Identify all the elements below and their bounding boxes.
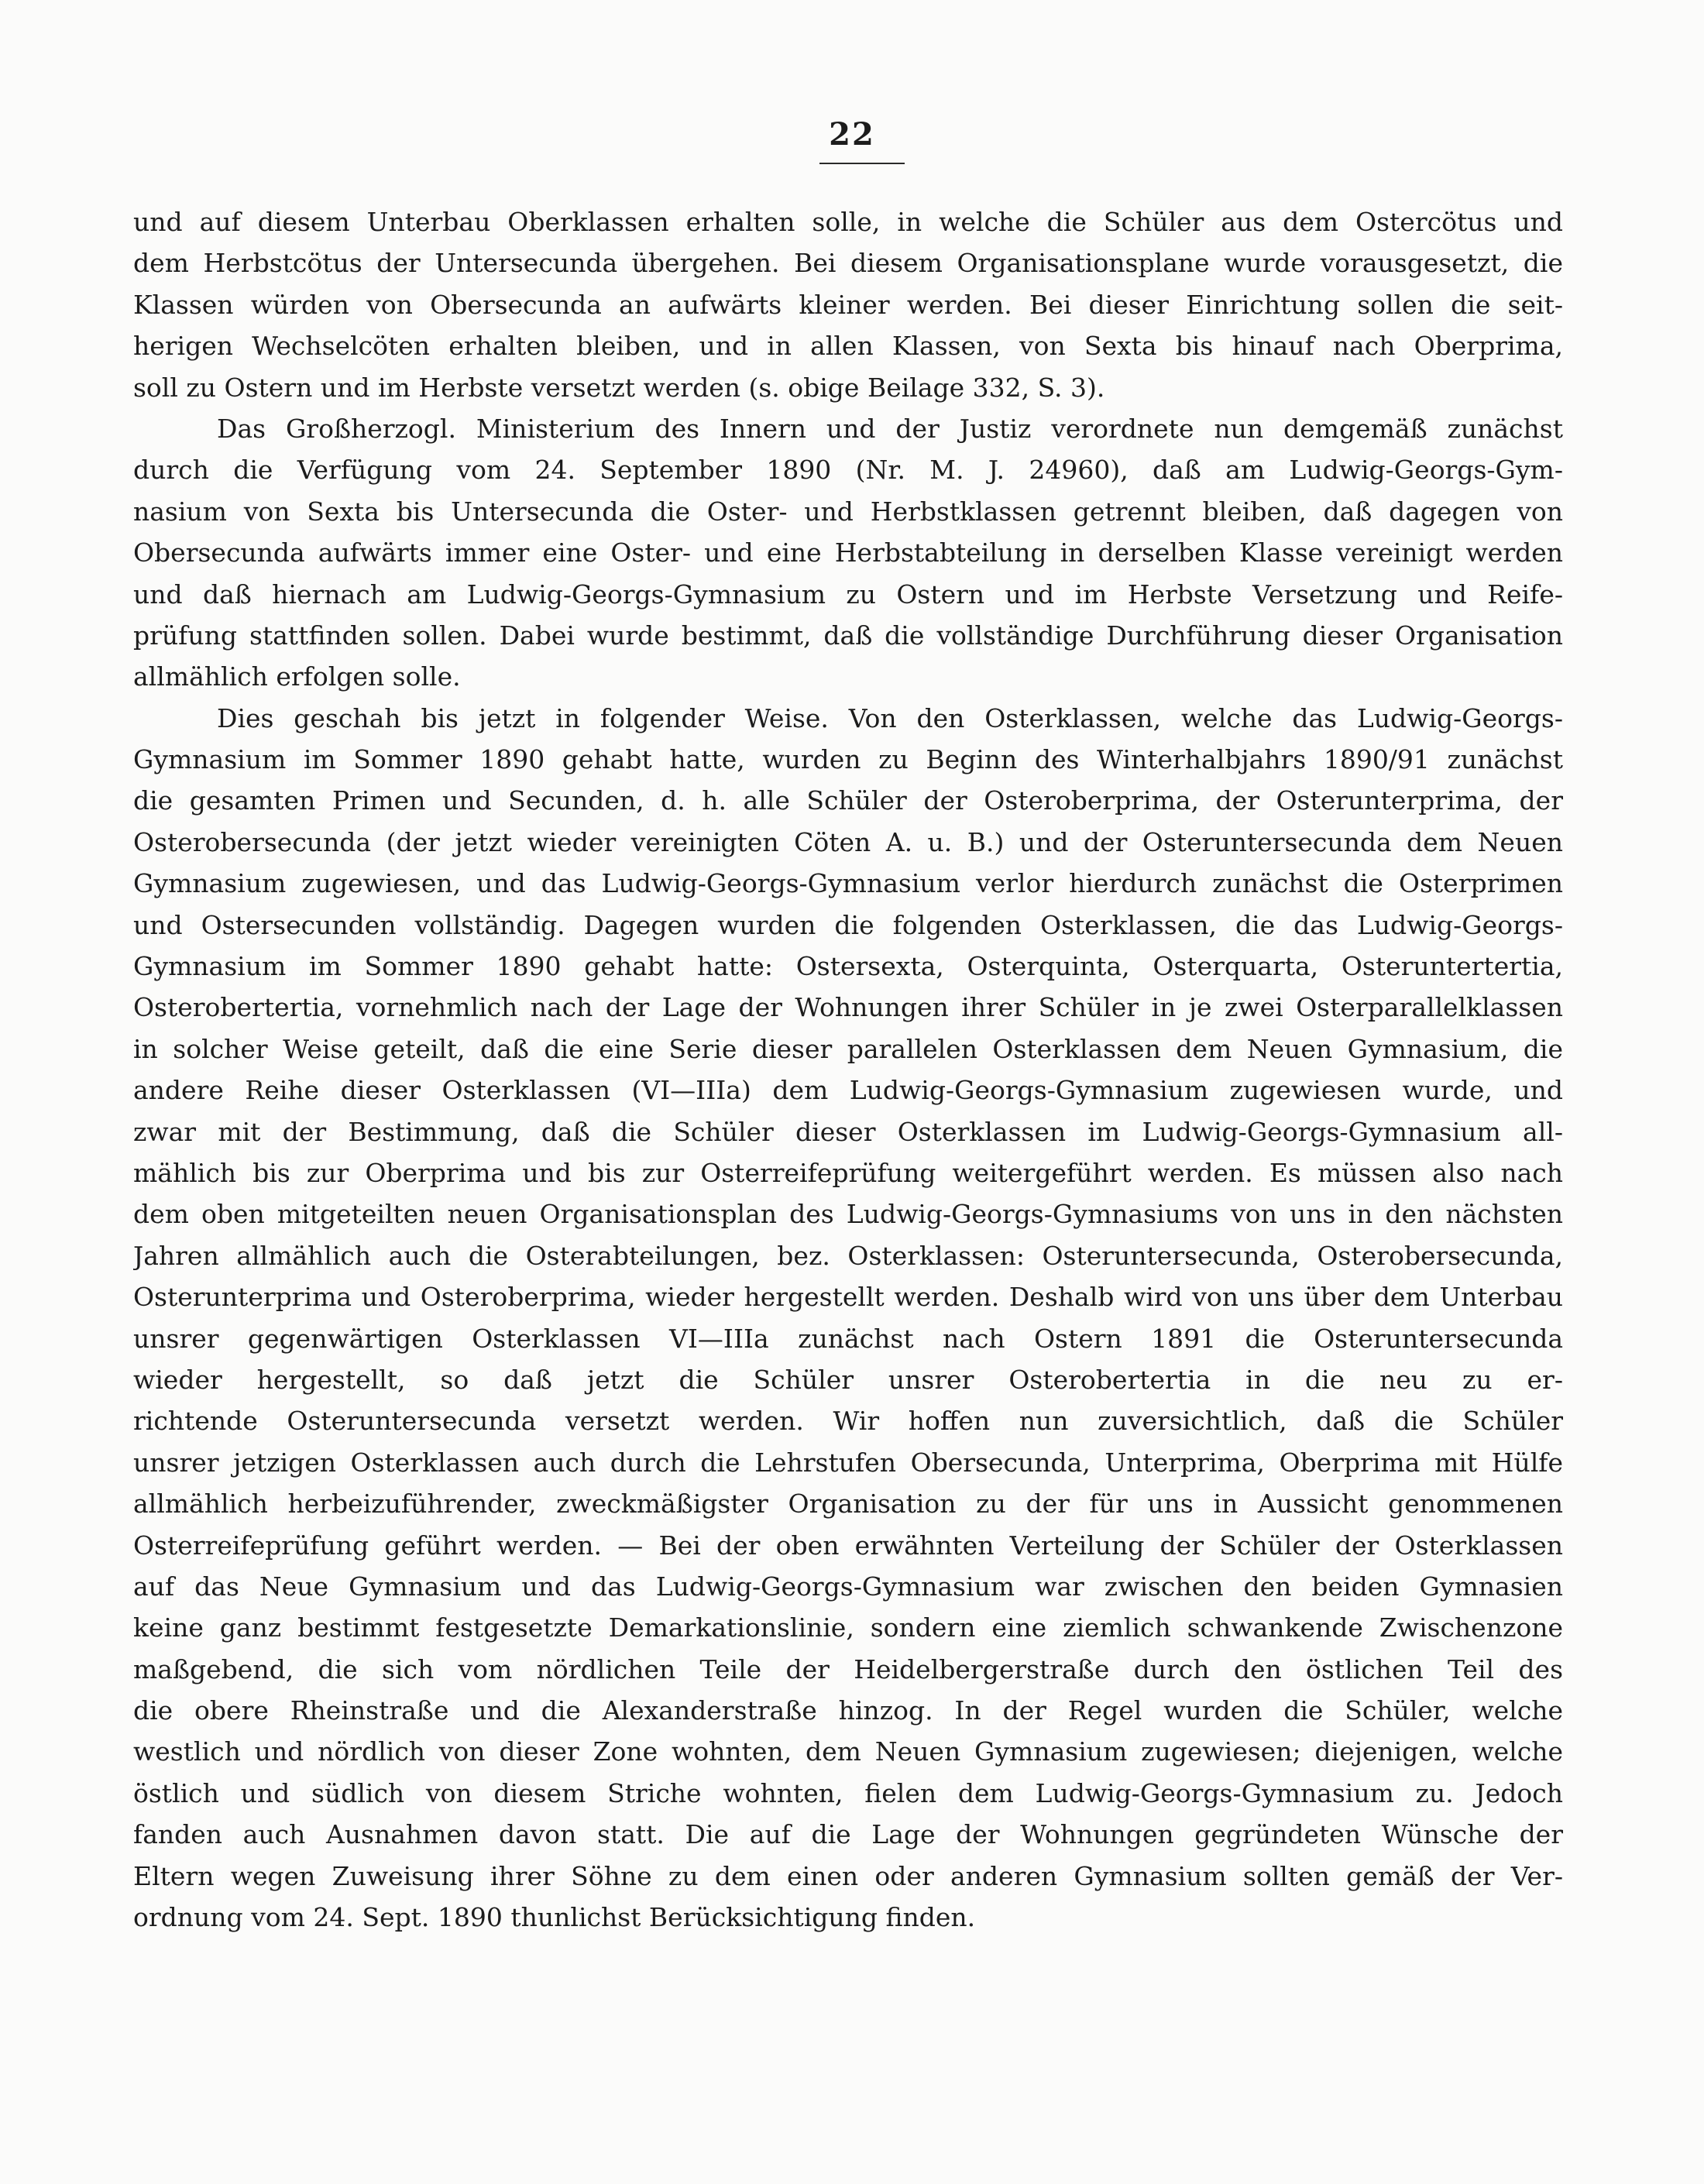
- body-text: [133, 201, 1563, 1938]
- text-line: Osterreifeprüfung geführt werden. — Bei der oben erwähnten Verteilung der Schüler der Osterklassen: [133, 1530, 1563, 1561]
- paragraph-2: [133, 408, 1563, 698]
- text-line: Obersecunda aufwärts immer eine Oster- und eine Herbstabteilung in derselben Klasse vereinigt werden: [133, 537, 1563, 568]
- text-line: in solcher Weise geteilt, daß die eine Serie dieser parallelen Osterklassen dem Neuen Gymnasium, die: [133, 1033, 1563, 1064]
- text-line: Gymnasium zugewiesen, und das Ludwig-Georgs-Gymnasium verlor hierdurch zunächst die Osterprimen: [133, 868, 1563, 899]
- text-line: allmählich herbeizuführender, zweckmäßigster Organisation zu der für uns in Aussicht genommenen: [133, 1489, 1563, 1520]
- text-line: Eltern wegen Zuweisung ihrer Söhne zu dem einen oder anderen Gymnasium sollten gemäß der Ver-: [133, 1860, 1563, 1891]
- text-line: Jahren allmählich auch die Osterabteilungen, bez. Osterklassen: Osteruntersecunda, Osterobersecunda,: [133, 1240, 1563, 1271]
- text-line: herigen Wechselcöten erhalten bleiben, und in allen Klassen, von Sexta bis hinauf nach Oberprima,: [133, 331, 1563, 362]
- text-line: dem Herbstcötus der Untersecunda übergehen. Bei diesem Organisationsplane wurde vorausgesetzt, die: [133, 248, 1563, 279]
- page-number: 22: [829, 116, 875, 153]
- text-line: Osterobertertia, vornehmlich nach der Lage der Wohnungen ihrer Schüler in je zwei Osterparallelklassen: [133, 992, 1563, 1023]
- paragraph-3: [133, 698, 1563, 1938]
- text-line: wieder hergestellt, so daß jetzt die Schüler unsrer Osterobertertia in die neu zu er-: [133, 1364, 1563, 1395]
- text-line: fanden auch Ausnahmen davon statt. Die auf die Lage der Wohnungen gegründeten Wünsche der: [133, 1819, 1563, 1850]
- text-line: soll zu Ostern und im Herbste versetzt werden (s. obige Beilage 332, S. 3).: [133, 372, 1105, 403]
- text-line: und daß hiernach am Ludwig-Georgs-Gymnasium zu Ostern und im Herbste Versetzung und Reife-: [133, 579, 1563, 610]
- text-line: Gymnasium im Sommer 1890 gehabt hatte, wurden zu Beginn des Winterhalbjahrs 1890/91 zunächst: [133, 744, 1563, 775]
- text-line: mählich bis zur Oberprima und bis zur Osterreifeprüfung weitergeführt werden. Es müssen also nach: [133, 1157, 1563, 1188]
- text-line: durch die Verfügung vom 24. September 1890 (Nr. M. J. 24960), daß am Ludwig-Georgs-Gym-: [133, 455, 1563, 486]
- text-line: prüfung stattfinden sollen. Dabei wurde bestimmt, daß die vollständige Durchführung dieser Organisation: [133, 620, 1563, 651]
- text-line: Dies geschah bis jetzt in folgender Weise. Von den Osterklassen, welche das Ludwig-Georgs-: [217, 702, 1563, 733]
- text-line: ordnung vom 24. Sept. 1890 thunlichst Berücksichtigung finden.: [133, 1902, 976, 1933]
- text-line: unsrer jetzigen Osterklassen auch durch die Lehrstufen Obersecunda, Unterprima, Oberprima mit Hülfe: [133, 1447, 1563, 1478]
- text-line: Osterunterprima und Osteroberprima, wieder hergestellt werden. Deshalb wird von uns über dem Unterbau: [133, 1282, 1563, 1313]
- text-line: und Ostersecunden vollständig. Dagegen wurden die folgenden Osterklassen, die das Ludwig-Georgs-: [133, 909, 1563, 940]
- text-line: maßgebend, die sich vom nördlichen Teile der Heidelbergerstraße durch den östlichen Teil des: [133, 1653, 1563, 1684]
- text-line: andere Reihe dieser Osterklassen (VI—IIIa) dem Ludwig-Georgs-Gymnasium zugewiesen wurde, und: [133, 1075, 1563, 1106]
- text-line: Das Großherzogl. Ministerium des Innern und der Justiz verordnete nun demgemäß zunächst: [217, 413, 1563, 444]
- text-line: die gesamten Primen und Secunden, d. h. alle Schüler der Osteroberprima, der Osterunterprima, der: [133, 785, 1563, 816]
- text-line: auf das Neue Gymnasium und das Ludwig-Georgs-Gymnasium war zwischen den beiden Gymnasien: [133, 1571, 1563, 1602]
- text-line: westlich und nördlich von dieser Zone wohnten, dem Neuen Gymnasium zugewiesen; diejenigen, welche: [133, 1736, 1563, 1767]
- text-line: allmählich erfolgen solle.: [133, 661, 461, 692]
- text-line: und auf diesem Unterbau Oberklassen erhalten solle, in welche die Schüler aus dem Ostercötus und: [133, 207, 1563, 237]
- text-line: unsrer gegenwärtigen Osterklassen VI—IIIa zunächst nach Ostern 1891 die Osteruntersecunda: [133, 1323, 1563, 1354]
- paragraph-1: [133, 201, 1563, 408]
- text-line: östlich und südlich von diesem Striche wohnten, fielen dem Ludwig-Georgs-Gymnasium zu. Jedoch: [133, 1777, 1563, 1808]
- text-line: die obere Rheinstraße und die Alexanderstraße hinzog. In der Regel wurden die Schüler, welche: [133, 1695, 1563, 1726]
- text-line: keine ganz bestimmt festgesetzte Demarkationslinie, sondern eine ziemlich schwankende Zwischenzone: [133, 1612, 1563, 1643]
- text-line: Osterobersecunda (der jetzt wieder vereinigten Cöten A. u. B.) und der Osteruntersecunda dem Neuen: [133, 826, 1563, 857]
- text-line: Gymnasium im Sommer 1890 gehabt hatte: Ostersexta, Osterquinta, Osterquarta, Osteruntertertia,: [133, 951, 1563, 982]
- text-line: zwar mit der Bestimmung, daß die Schüler dieser Osterklassen im Ludwig-Georgs-Gymnasium all-: [133, 1116, 1563, 1147]
- page-number-rule: [819, 163, 905, 164]
- text-line: Klassen würden von Obersecunda an aufwärts kleiner werden. Bei dieser Einrichtung sollen die seit-: [133, 289, 1563, 320]
- text-line: nasium von Sexta bis Untersecunda die Oster- und Herbstklassen getrennt bleiben, daß dagegen von: [133, 496, 1563, 527]
- text-line: dem oben mitgeteilten neuen Organisationsplan des Ludwig-Georgs-Gymnasiums von uns in den nächsten: [133, 1199, 1563, 1230]
- text-line: richtende Osteruntersecunda versetzt werden. Wir hoffen nun zuversichtlich, daß die Schüler: [133, 1406, 1563, 1437]
